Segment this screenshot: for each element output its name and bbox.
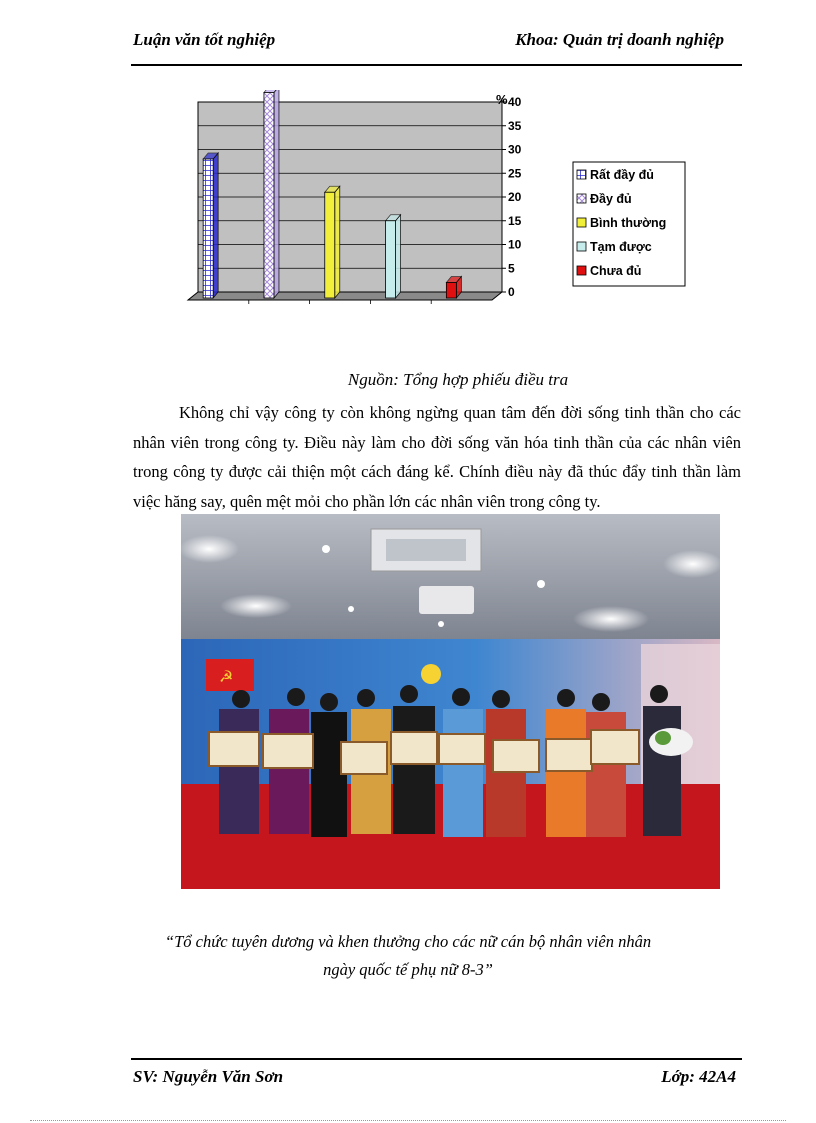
plot-area [188,90,522,304]
y-tick-label: 15 [508,213,522,228]
header-right: Khoa: Quản trị doanh nghiệp [515,30,724,49]
bar-5 [446,277,461,299]
bar-4 [386,215,401,298]
y-tick-label: 5 [508,261,515,276]
caption-line-1: “Tổ chức tuyên dương và khen thưởng cho các nữ cán bộ nhân viên nhân [164,932,652,951]
caption-line-2: ngày quốc tế phụ nữ 8-3” [323,960,493,979]
award-ceremony-photo [181,514,720,889]
legend-swatch [577,266,586,275]
header-rule [131,64,742,66]
y-tick-label: 40 [508,95,522,109]
legend-swatch [577,170,586,179]
y-tick-labels [508,95,522,299]
legend-label: Đầy đủ [590,192,632,206]
legend-swatch [577,194,586,203]
footer-left: SV: Nguyễn Văn Sơn [133,1067,284,1086]
bar-2 [264,90,279,298]
y-tick-label: 35 [508,118,522,133]
source-note: Nguồn: Tổng hợp phiếu điều tra [347,370,569,389]
y-tick-label: 10 [508,237,522,252]
header-left: Luận văn tốt nghiệp [133,30,276,49]
bar-1 [203,153,218,298]
y-tick-label: 25 [508,166,522,181]
svg-text:☭: ☭ [219,669,234,686]
legend-label: Rất đầy đủ [590,168,654,182]
page-bottom-border [30,1120,786,1121]
chart-legend [573,162,685,286]
y-tick-label: 20 [508,190,522,204]
y-tick-label: 30 [508,142,522,157]
legend-label: Chưa đủ [590,264,642,278]
legend-label: Tạm được [590,240,652,254]
body-paragraph: Không chỉ vậy công ty còn không ngừng quan tâm đến đời sống tinh thần cho các nhân viên trong công ty. Điều này làm cho đời sống văn hóa tinh thần của các nhân viên trong công ty được cải thiện một cách đáng kể. Chính điều này đã thúc đẩy tinh thần làm việc hăng say, quên mệt mỏi cho phần lớn các nhân viên trong công ty. [133,403,741,511]
y-tick-label: 0 [508,285,515,299]
bar-3 [325,186,340,298]
y-axis-unit: % [496,92,508,107]
legend-label: Bình thường [590,216,667,230]
footer-rule [131,1058,742,1060]
footer-right: Lớp: 42A4 [661,1067,736,1086]
x-ticks [249,300,431,304]
satisfaction-chart [150,90,710,320]
photo-caption [0,928,816,984]
legend-swatch [577,242,586,251]
legend-swatch [577,218,586,227]
